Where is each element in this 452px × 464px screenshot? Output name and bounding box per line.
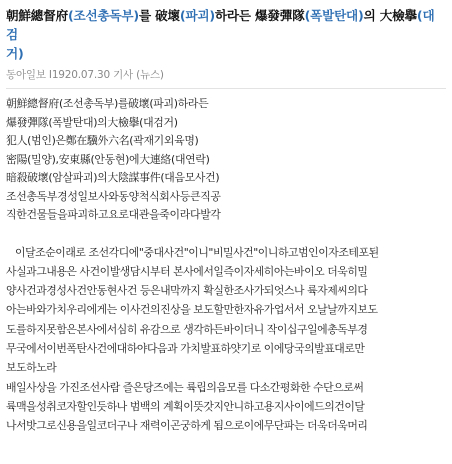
title-reading-4-cont: 거) (6, 46, 24, 61)
body-line: 배일사상을 가진조선사람 즐은당즈에는 륙립의음모를 다소간평화한 수단으로써 (6, 380, 364, 394)
title-text-hanja-3: 하라든 爆發彈隊 (214, 8, 305, 23)
meta-separator: I (48, 69, 52, 81)
title-text-hanja-1: 朝鮮總督府 (6, 8, 68, 23)
body-line: 보도하노라 (6, 361, 57, 375)
title-reading-1: (조선총독부) (67, 8, 139, 23)
body-line: 아는바와가치우리에게는 이사건의진상을 보도할만한자유가업서서 오날날까지보도 (6, 303, 378, 317)
article-lead (6, 95, 446, 225)
body-line: 사실과그내용은 사건이발생담시부터 본사에서일즉이자세히아는바이오 더욱히밀 (6, 264, 368, 278)
body-line: 이달조순이래로 조선각디에"중대사건"이니"비밀사건"이니하고범인이자조테포된 (15, 245, 379, 259)
body-line: 무국에서이번폭탄사건에대하야다음과 가치발표하얏기로 이에당국의발표대로만 (6, 341, 365, 355)
lead-line: 朝鮮總督府(조선총독부)를破壞(파괴)하라든 (6, 97, 209, 110)
lead-line: 조선총독부경성일보사와동양척식회사등큰직공 (6, 189, 221, 203)
meta-date: 1920.07.30 (51, 69, 110, 81)
body-line: 륙맥을성취코자할인듯하나 범백의 계획이뜻갓지안니하고용지사이에드의건이달 (6, 399, 365, 413)
article-body (6, 243, 446, 436)
lead-line: 密陽(밀양),安東縣(안동현)에大連絡(대연락) (6, 152, 210, 166)
title-reading-4: (대검 (6, 8, 435, 42)
body-line: 도를하지못함은본사에서심히 유감으로 생각하든바이더니 작이십구일에총독부경 (6, 322, 368, 336)
meta-source: 동아일보 (6, 69, 46, 81)
article-title (6, 6, 446, 63)
lead-line: 犯人(범인)은鄭在驥外六名(곽재기외육명) (6, 134, 199, 147)
paragraph-spacer (6, 225, 446, 243)
body-line: 나서밧그로신용을일코더구나 재력이곤궁하게 됨으로이에무단파는 더욱더욱머리 (6, 419, 368, 433)
meta-category: 기사 (뉴스) (113, 69, 164, 81)
article-meta (6, 67, 446, 82)
lead-line: 爆發彈隊(폭발탄대)의大檢擧(대검거) (6, 115, 178, 129)
title-text-hanja-2: 를 破壞 (138, 8, 180, 23)
title-reading-2: (파괴) (179, 8, 215, 23)
divider (6, 88, 446, 89)
title-text-hanja-4: 의 大檢擧 (363, 8, 417, 23)
lead-line: 직한건물들을파괴하고요로대관을죽이라다발각 (6, 208, 221, 221)
body-line: 양사건과경성사건안동현사건 등은내막까지 확실한조사가되엇스나 륙자제씨의다 (6, 284, 368, 298)
title-reading-3: (폭발탄대) (304, 8, 364, 23)
lead-line: 暗殺破壞(암살파괴)의大陰謀事件(대음모사건) (6, 171, 220, 184)
